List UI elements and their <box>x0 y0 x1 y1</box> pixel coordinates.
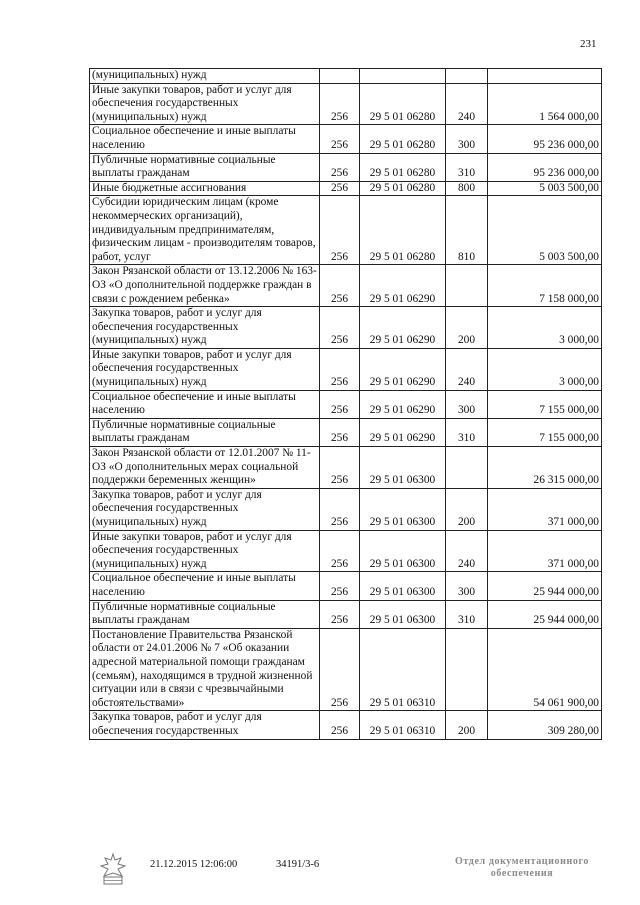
row-amount-cell: 25 944 000,00 <box>488 572 602 600</box>
table-row <box>90 711 602 739</box>
row-name-cell: Закупка товаров, работ и услуг для обеспечения государственных <box>90 711 320 739</box>
row-ministry-cell: 256 <box>320 390 360 418</box>
row-article-cell: 29 5 01 06310 <box>360 711 446 739</box>
row-article-cell: 29 5 01 06300 <box>360 530 446 572</box>
table-row <box>90 488 602 530</box>
row-article-cell: 29 5 01 06300 <box>360 600 446 628</box>
document-number: 34191/3-6 <box>276 859 320 870</box>
row-type-cell <box>446 628 488 711</box>
row-type-cell <box>446 69 488 84</box>
budget-table <box>89 68 602 740</box>
table-row <box>90 600 602 628</box>
row-amount-cell: 1 564 000,00 <box>488 83 602 125</box>
row-article-cell: 29 5 01 06290 <box>360 307 446 349</box>
row-article-cell: 29 5 01 06280 <box>360 153 446 181</box>
table-row <box>90 628 602 711</box>
coat-of-arms-logo <box>96 852 130 888</box>
row-ministry-cell: 256 <box>320 530 360 572</box>
row-ministry-cell: 256 <box>320 572 360 600</box>
row-amount-cell: 3 000,00 <box>488 348 602 390</box>
row-article-cell: 29 5 01 06290 <box>360 390 446 418</box>
row-ministry-cell: 256 <box>320 125 360 153</box>
row-amount-cell: 5 003 500,00 <box>488 196 602 265</box>
row-article-cell: 29 5 01 06290 <box>360 348 446 390</box>
row-article-cell: 29 5 01 06280 <box>360 125 446 153</box>
row-name-cell: Постановление Правительства Рязанской области от 24.01.2006 № 7 «Об оказании адресной материальной помощи гражданам (семьям), находящимся в трудной жизненной ситуации или в связи с чрезвычайными обстоятельствами» <box>90 628 320 711</box>
row-ministry-cell: 256 <box>320 181 360 196</box>
row-article-cell: 29 5 01 06300 <box>360 572 446 600</box>
table-row <box>90 181 602 196</box>
table-row <box>90 418 602 446</box>
row-type-cell: 310 <box>446 418 488 446</box>
table-row <box>90 390 602 418</box>
row-amount-cell: 7 155 000,00 <box>488 390 602 418</box>
row-type-cell: 300 <box>446 125 488 153</box>
row-amount-cell: 54 061 900,00 <box>488 628 602 711</box>
row-amount-cell: 5 003 500,00 <box>488 181 602 196</box>
row-ministry-cell: 256 <box>320 348 360 390</box>
row-name-cell: Иные закупки товаров, работ и услуг для обеспечения государственных (муниципальных) нужд <box>90 83 320 125</box>
table-row <box>90 125 602 153</box>
table-row <box>90 69 602 84</box>
row-ministry-cell <box>320 69 360 84</box>
row-ministry-cell: 256 <box>320 153 360 181</box>
row-article-cell: 29 5 01 06300 <box>360 488 446 530</box>
row-amount-cell: 309 280,00 <box>488 711 602 739</box>
row-ministry-cell: 256 <box>320 265 360 307</box>
row-type-cell: 200 <box>446 307 488 349</box>
row-amount-cell: 7 155 000,00 <box>488 418 602 446</box>
page-number: 231 <box>580 38 597 50</box>
stamp-line-2: обеспечения <box>490 868 554 879</box>
table-row <box>90 307 602 349</box>
row-article-cell: 29 5 01 06280 <box>360 181 446 196</box>
budget-table-body <box>90 69 602 740</box>
row-ministry-cell: 256 <box>320 418 360 446</box>
row-type-cell: 810 <box>446 196 488 265</box>
row-type-cell: 200 <box>446 711 488 739</box>
row-name-cell: Публичные нормативные социальные выплаты гражданам <box>90 153 320 181</box>
row-type-cell: 800 <box>446 181 488 196</box>
row-name-cell: Закон Рязанской области от 13.12.2006 № 163-ОЗ «О дополнительной поддержке граждан в связи с рождением ребенка» <box>90 265 320 307</box>
row-article-cell <box>360 69 446 84</box>
row-type-cell: 240 <box>446 348 488 390</box>
department-stamp <box>452 856 592 880</box>
row-type-cell: 310 <box>446 153 488 181</box>
row-name-cell: Закон Рязанской области от 12.01.2007 № 11-ОЗ «О дополнительных мерах социальной поддержки беременных женщин» <box>90 447 320 489</box>
table-row <box>90 447 602 489</box>
table-row <box>90 572 602 600</box>
row-type-cell: 240 <box>446 530 488 572</box>
row-amount-cell: 25 944 000,00 <box>488 600 602 628</box>
row-name-cell: Публичные нормативные социальные выплаты гражданам <box>90 600 320 628</box>
row-name-cell: (муниципальных) нужд <box>90 69 320 84</box>
stamp-line-1: Отдел документационного <box>455 856 589 867</box>
row-type-cell: 240 <box>446 83 488 125</box>
row-amount-cell: 7 158 000,00 <box>488 265 602 307</box>
row-ministry-cell: 256 <box>320 447 360 489</box>
row-type-cell <box>446 265 488 307</box>
row-name-cell: Социальное обеспечение и иные выплаты населению <box>90 572 320 600</box>
table-row <box>90 530 602 572</box>
row-name-cell: Социальное обеспечение и иные выплаты населению <box>90 390 320 418</box>
row-amount-cell <box>488 69 602 84</box>
row-name-cell: Иные закупки товаров, работ и услуг для обеспечения государственных (муниципальных) нужд <box>90 530 320 572</box>
row-type-cell: 300 <box>446 572 488 600</box>
row-amount-cell: 95 236 000,00 <box>488 153 602 181</box>
table-row <box>90 348 602 390</box>
row-article-cell: 29 5 01 06290 <box>360 265 446 307</box>
row-name-cell: Закупка товаров, работ и услуг для обеспечения государственных (муниципальных) нужд <box>90 488 320 530</box>
row-name-cell: Закупка товаров, работ и услуг для обеспечения государственных (муниципальных) нужд <box>90 307 320 349</box>
row-ministry-cell: 256 <box>320 307 360 349</box>
row-ministry-cell: 256 <box>320 628 360 711</box>
row-amount-cell: 371 000,00 <box>488 530 602 572</box>
table-row <box>90 196 602 265</box>
row-amount-cell: 371 000,00 <box>488 488 602 530</box>
row-article-cell: 29 5 01 06310 <box>360 628 446 711</box>
table-row <box>90 83 602 125</box>
row-article-cell: 29 5 01 06280 <box>360 83 446 125</box>
row-amount-cell: 26 315 000,00 <box>488 447 602 489</box>
row-type-cell: 310 <box>446 600 488 628</box>
row-amount-cell: 95 236 000,00 <box>488 125 602 153</box>
row-ministry-cell: 256 <box>320 711 360 739</box>
row-ministry-cell: 256 <box>320 83 360 125</box>
row-type-cell: 300 <box>446 390 488 418</box>
row-ministry-cell: 256 <box>320 488 360 530</box>
row-amount-cell: 3 000,00 <box>488 307 602 349</box>
row-ministry-cell: 256 <box>320 600 360 628</box>
row-name-cell: Иные бюджетные ассигнования <box>90 181 320 196</box>
row-type-cell <box>446 447 488 489</box>
row-name-cell: Публичные нормативные социальные выплаты гражданам <box>90 418 320 446</box>
row-article-cell: 29 5 01 06300 <box>360 447 446 489</box>
table-row <box>90 265 602 307</box>
row-name-cell: Субсидии юридическим лицам (кроме некоммерческих организаций), индивидуальным предпринимателям, физическим лицам - производителям товаров, работ, услуг <box>90 196 320 265</box>
row-name-cell: Социальное обеспечение и иные выплаты населению <box>90 125 320 153</box>
row-ministry-cell: 256 <box>320 196 360 265</box>
table-row <box>90 153 602 181</box>
row-article-cell: 29 5 01 06290 <box>360 418 446 446</box>
row-name-cell: Иные закупки товаров, работ и услуг для обеспечения государственных (муниципальных) нужд <box>90 348 320 390</box>
print-timestamp: 21.12.2015 12:06:00 <box>150 859 238 870</box>
row-type-cell: 200 <box>446 488 488 530</box>
row-article-cell: 29 5 01 06280 <box>360 196 446 265</box>
